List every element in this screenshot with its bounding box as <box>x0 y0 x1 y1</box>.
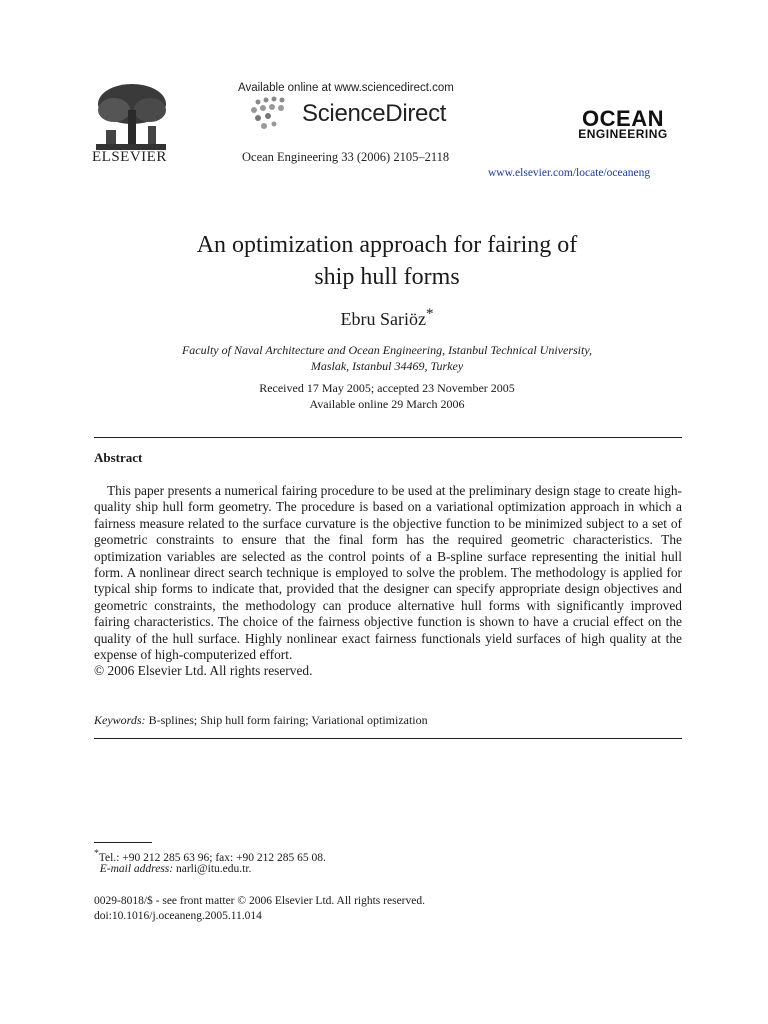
elsevier-tree-logo <box>92 80 170 156</box>
sciencedirect-logo-text: ScienceDirect <box>302 100 447 127</box>
footnote-telephone <box>94 848 326 864</box>
journal-logo-line1: OCEAN <box>582 106 664 131</box>
author-name <box>92 306 682 330</box>
available-online-text[interactable]: Available online at www.sciencedirect.com <box>238 82 454 94</box>
author-name-text: Ebru Sariöz <box>340 309 426 329</box>
footnote-mark: * <box>94 848 99 859</box>
journal-logo-line2: ENGINEERING <box>578 127 668 141</box>
sciencedirect-dots-icon <box>250 96 300 130</box>
keywords-value: B-splines; Ship hull form fairing; Variational optimization <box>148 713 428 727</box>
abstract-body <box>94 483 682 680</box>
footnote-email <box>94 863 251 875</box>
doi-line[interactable]: doi:10.1016/j.oceaneng.2005.11.014 <box>94 910 262 922</box>
abstract-text: This paper presents a numerical fairing procedure to be used at the preliminary design stage to create high-quality ship hull form geometry. The procedure is based on a variational optimization approach in which a fairness measure related to the surface curvature is the objective function to be minimized subject to a set of geometric constraints to ensure that the final form has the required geometric characteristics. The optimization variables are selected as the control points of a B-spline surface representing the initial hull form. A nonlinear direct search technique is employed to solve the problem. The methodology is applied for typical ship forms to indicate that, provided that the designer can specify appropriate design objectives and geometric constraints, the methodology can produce alternative hull forms with significantly improved fairing characteristics. The choice of the fairness objective function is shown to have a crucial effect on the quality of the hull surface. Highly nonlinear exact fairness functionals yield surfaces of high quality at the expense of high-computerized effort. <box>94 483 682 663</box>
email-label: E-mail address: <box>99 863 174 875</box>
affiliation-line1: Faculty of Naval Architecture and Ocean Engineering, Istanbul Technical University, <box>181 343 593 357</box>
journal-url-link[interactable]: www.elsevier.com/locate/oceaneng <box>488 167 651 179</box>
email-address[interactable]: narli@itu.edu.tr. <box>175 863 252 875</box>
article-title-line2: ship hull forms <box>314 264 460 290</box>
journal-citation: Ocean Engineering 33 (2006) 2105–2118 <box>242 150 450 164</box>
divider-bottom <box>94 738 682 739</box>
abstract-heading: Abstract <box>94 450 143 465</box>
footnote-tel-text: Tel.: +90 212 285 63 96; fax: +90 212 285 65 08. <box>98 851 326 864</box>
affiliation-line2: Maslak, Istanbul 34469, Turkey <box>310 359 464 373</box>
footnote-rule <box>94 842 152 843</box>
available-online-date: Available online 29 March 2006 <box>309 397 465 411</box>
divider-top <box>94 437 682 438</box>
abstract-copyright: © 2006 Elsevier Ltd. All rights reserved. <box>94 663 313 679</box>
article-title-line1: An optimization approach for fairing of <box>196 232 578 258</box>
issn-line: 0029-8018/$ - see front matter © 2006 Elsevier Ltd. All rights reserved. <box>94 895 425 907</box>
received-accepted-dates: Received 17 May 2005; accepted 23 November 2005 <box>259 381 515 395</box>
keywords-line <box>94 713 428 728</box>
author-footnote-mark[interactable]: * <box>425 306 434 322</box>
keywords-label: Keywords: <box>94 713 146 727</box>
publisher-name: ELSEVIER <box>92 149 167 165</box>
